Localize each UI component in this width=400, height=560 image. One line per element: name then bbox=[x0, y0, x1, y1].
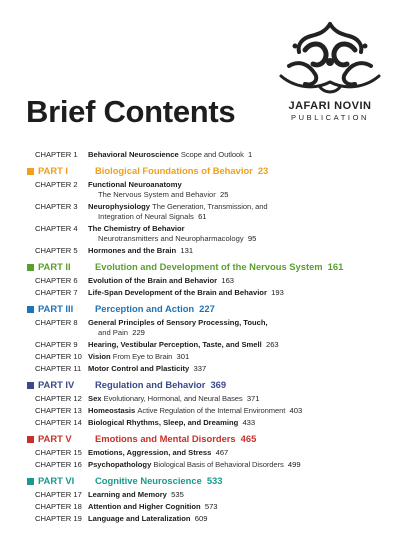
publisher-tagline: PUBLICATION bbox=[290, 113, 370, 122]
chapter-subtitle-line: Neurotransmitters and Neuropharmacology bbox=[98, 234, 244, 243]
chapter-page: 61 bbox=[198, 212, 207, 221]
chapter-label: CHAPTER 9 bbox=[35, 340, 78, 349]
chapter-entry[interactable] bbox=[0, 364, 400, 374]
chapter-body bbox=[88, 340, 400, 350]
chapter-subtitle: From Eye to Brain bbox=[112, 352, 173, 361]
chapter-body bbox=[88, 224, 400, 244]
part-color-square-icon bbox=[27, 478, 34, 485]
chapter-body bbox=[88, 288, 400, 298]
chapter-label: CHAPTER 13 bbox=[35, 406, 82, 415]
chapter-body bbox=[88, 502, 400, 512]
part-page: 533 bbox=[206, 475, 223, 486]
chapter-body bbox=[88, 364, 400, 374]
chapter-title: Sex bbox=[88, 394, 102, 403]
chapter-page: 301 bbox=[176, 352, 190, 361]
part-title bbox=[95, 433, 256, 445]
chapter-page: 25 bbox=[220, 190, 229, 199]
part-label: PART VI bbox=[38, 475, 75, 486]
chapter-label: CHAPTER 2 bbox=[35, 180, 78, 189]
chapter-subtitle: Active Regulation of the Internal Environment bbox=[137, 406, 286, 415]
chapter-label: CHAPTER 4 bbox=[35, 224, 78, 233]
part-label: PART V bbox=[38, 433, 72, 444]
chapter-label: CHAPTER 10 bbox=[35, 352, 82, 361]
chapter-label: CHAPTER 7 bbox=[35, 288, 78, 297]
chapter-label: CHAPTER 3 bbox=[35, 202, 78, 211]
chapter-title: Attention and Higher Cognition bbox=[88, 502, 201, 511]
chapter-body bbox=[88, 490, 400, 500]
chapter-page: 229 bbox=[132, 328, 145, 337]
chapter-page: 1 bbox=[248, 150, 253, 159]
chapter-title: Motor Control and Plasticity bbox=[88, 364, 190, 373]
part-title bbox=[95, 303, 215, 315]
chapter-page: 535 bbox=[171, 490, 184, 499]
chapter-label: CHAPTER 16 bbox=[35, 460, 82, 469]
chapter-title: Life-Span Development of the Brain and Behavior bbox=[88, 288, 267, 297]
chapter-entry[interactable] bbox=[0, 318, 400, 338]
part-heading[interactable] bbox=[0, 165, 400, 177]
part-page: 227 bbox=[199, 303, 215, 314]
chapter-body bbox=[88, 276, 400, 286]
chapter-body bbox=[88, 352, 400, 362]
part-color-square-icon bbox=[27, 382, 34, 389]
chapter-page: 467 bbox=[215, 448, 229, 457]
part-heading[interactable] bbox=[0, 303, 400, 315]
chapter-label: CHAPTER 8 bbox=[35, 318, 78, 327]
part-title bbox=[95, 261, 343, 273]
chapter-title: Biological Rhythms, Sleep, and Dreaming bbox=[88, 418, 239, 427]
chapter-label: CHAPTER 12 bbox=[35, 394, 82, 403]
part-label-wrap bbox=[0, 433, 95, 445]
chapter-title: Language and Lateralization bbox=[88, 514, 191, 523]
chapter-entry[interactable] bbox=[0, 394, 400, 404]
chapter-label: CHAPTER 1 bbox=[35, 150, 78, 159]
page-title: Brief Contents bbox=[26, 94, 236, 129]
part-title-text: Perception and Action bbox=[95, 303, 195, 314]
chapter-page: 371 bbox=[246, 394, 260, 403]
chapter-entry[interactable] bbox=[0, 288, 400, 298]
part-title-text: Emotions and Mental Disorders bbox=[95, 433, 236, 444]
chapter-entry[interactable] bbox=[0, 246, 400, 256]
chapter-title: Behavioral Neuroscience bbox=[88, 150, 179, 159]
chapter-entry[interactable] bbox=[0, 202, 400, 222]
chapter-entry[interactable] bbox=[0, 460, 400, 470]
publisher-emblem-icon bbox=[275, 18, 385, 98]
chapter-page: 131 bbox=[180, 246, 194, 255]
chapter-entry[interactable] bbox=[0, 340, 400, 350]
part-page: 465 bbox=[240, 433, 257, 444]
chapter-body bbox=[88, 180, 400, 200]
chapter-label: CHAPTER 17 bbox=[35, 490, 82, 499]
chapter-body bbox=[88, 418, 400, 428]
chapter-entry[interactable] bbox=[0, 276, 400, 286]
chapter-body bbox=[88, 246, 400, 256]
chapter-label: CHAPTER 18 bbox=[35, 502, 82, 511]
part-page: 161 bbox=[327, 261, 344, 272]
chapter-entry[interactable] bbox=[0, 224, 400, 244]
chapter-body bbox=[88, 394, 400, 404]
chapter-title: General Principles of Sensory Processing, Touch, bbox=[88, 318, 268, 327]
chapter-entry[interactable] bbox=[0, 150, 400, 160]
part-label: PART I bbox=[38, 165, 69, 176]
chapter-entry[interactable] bbox=[0, 502, 400, 512]
chapter-entry[interactable] bbox=[0, 406, 400, 416]
chapter-body bbox=[88, 202, 400, 222]
chapter-subtitle-line: The Nervous System and Behavior bbox=[98, 190, 216, 199]
chapter-label: CHAPTER 11 bbox=[35, 364, 82, 373]
chapter-entry[interactable] bbox=[0, 490, 400, 500]
part-title bbox=[95, 379, 226, 391]
chapter-page: 433 bbox=[242, 418, 256, 427]
part-label-wrap bbox=[0, 261, 95, 273]
chapter-body bbox=[88, 460, 400, 470]
chapter-subtitle: Scope and Outlook bbox=[180, 150, 244, 159]
part-heading[interactable] bbox=[0, 475, 400, 487]
part-page: 369 bbox=[210, 379, 227, 390]
chapter-title: Evolution of the Brain and Behavior bbox=[88, 276, 218, 285]
chapter-page: 337 bbox=[193, 364, 207, 373]
chapter-page: 609 bbox=[194, 514, 208, 523]
part-title bbox=[95, 165, 268, 177]
part-page: 23 bbox=[257, 165, 269, 176]
part-heading[interactable] bbox=[0, 379, 400, 391]
chapter-body bbox=[88, 150, 400, 160]
chapter-title: Hearing, Vestibular Perception, Taste, and Smell bbox=[88, 340, 262, 349]
chapter-title-continued: and Pain bbox=[98, 328, 128, 337]
chapter-page: 573 bbox=[204, 502, 218, 511]
chapter-body bbox=[88, 318, 400, 338]
part-label-wrap bbox=[0, 303, 95, 315]
part-color-square-icon bbox=[27, 264, 34, 271]
chapter-page: 193 bbox=[271, 288, 284, 297]
part-label-wrap bbox=[0, 165, 95, 177]
chapter-title: The Chemistry of Behavior bbox=[88, 224, 185, 233]
chapter-body bbox=[88, 406, 400, 416]
chapter-entry[interactable] bbox=[0, 352, 400, 362]
part-heading[interactable] bbox=[0, 261, 400, 273]
part-title-text: Evolution and Development of the Nervous System bbox=[95, 261, 323, 272]
part-title-text: Biological Foundations of Behavior bbox=[95, 165, 253, 176]
chapter-title: Hormones and the Brain bbox=[88, 246, 177, 255]
chapter-title: Learning and Memory bbox=[88, 490, 167, 499]
chapter-entry[interactable] bbox=[0, 448, 400, 458]
chapter-subtitle: Biological Basis of Behavioral Disorders bbox=[153, 460, 284, 469]
chapter-title: Neurophysiology bbox=[88, 202, 151, 211]
chapter-title: Emotions, Aggression, and Stress bbox=[88, 448, 212, 457]
part-label: PART IV bbox=[38, 379, 75, 390]
part-color-square-icon bbox=[27, 436, 34, 443]
chapter-title: Functional Neuroanatomy bbox=[88, 180, 182, 189]
chapter-page: 403 bbox=[289, 406, 303, 415]
chapter-page: 95 bbox=[247, 234, 257, 243]
chapter-subtitle-line: Integration of Neural Signals bbox=[98, 212, 194, 221]
chapter-entry[interactable] bbox=[0, 418, 400, 428]
chapter-body bbox=[88, 448, 400, 458]
part-title-text: Cognitive Neuroscience bbox=[95, 475, 202, 486]
part-color-square-icon bbox=[27, 168, 34, 175]
part-heading[interactable] bbox=[0, 433, 400, 445]
chapter-label: CHAPTER 14 bbox=[35, 418, 82, 427]
chapter-title: Vision bbox=[88, 352, 111, 361]
chapter-title: Homeostasis bbox=[88, 406, 136, 415]
chapter-label: CHAPTER 19 bbox=[35, 514, 82, 523]
part-color-square-icon bbox=[27, 306, 34, 313]
chapter-label: CHAPTER 6 bbox=[35, 276, 78, 285]
chapter-label: CHAPTER 5 bbox=[35, 246, 78, 255]
part-label: PART II bbox=[38, 261, 71, 272]
table-of-contents bbox=[0, 150, 400, 526]
chapter-page: 263 bbox=[265, 340, 279, 349]
part-label: PART III bbox=[38, 303, 74, 314]
publisher-name: JAFARI NOVIN bbox=[288, 100, 372, 112]
chapter-entry[interactable] bbox=[0, 180, 400, 200]
part-title bbox=[95, 475, 222, 487]
chapter-label: CHAPTER 15 bbox=[35, 448, 82, 457]
part-title-text: Regulation and Behavior bbox=[95, 379, 206, 390]
chapter-subtitle: The Generation, Transmission, and bbox=[152, 202, 268, 211]
chapter-page: 163 bbox=[221, 276, 235, 285]
publisher-logo bbox=[270, 18, 390, 128]
part-label-wrap bbox=[0, 475, 95, 487]
chapter-page: 499 bbox=[287, 460, 301, 469]
chapter-body bbox=[88, 514, 400, 524]
chapter-title: Psychopathology bbox=[88, 460, 152, 469]
chapter-entry[interactable] bbox=[0, 514, 400, 524]
part-label-wrap bbox=[0, 379, 95, 391]
chapter-subtitle: Evolutionary, Hormonal, and Neural Bases bbox=[103, 394, 243, 403]
